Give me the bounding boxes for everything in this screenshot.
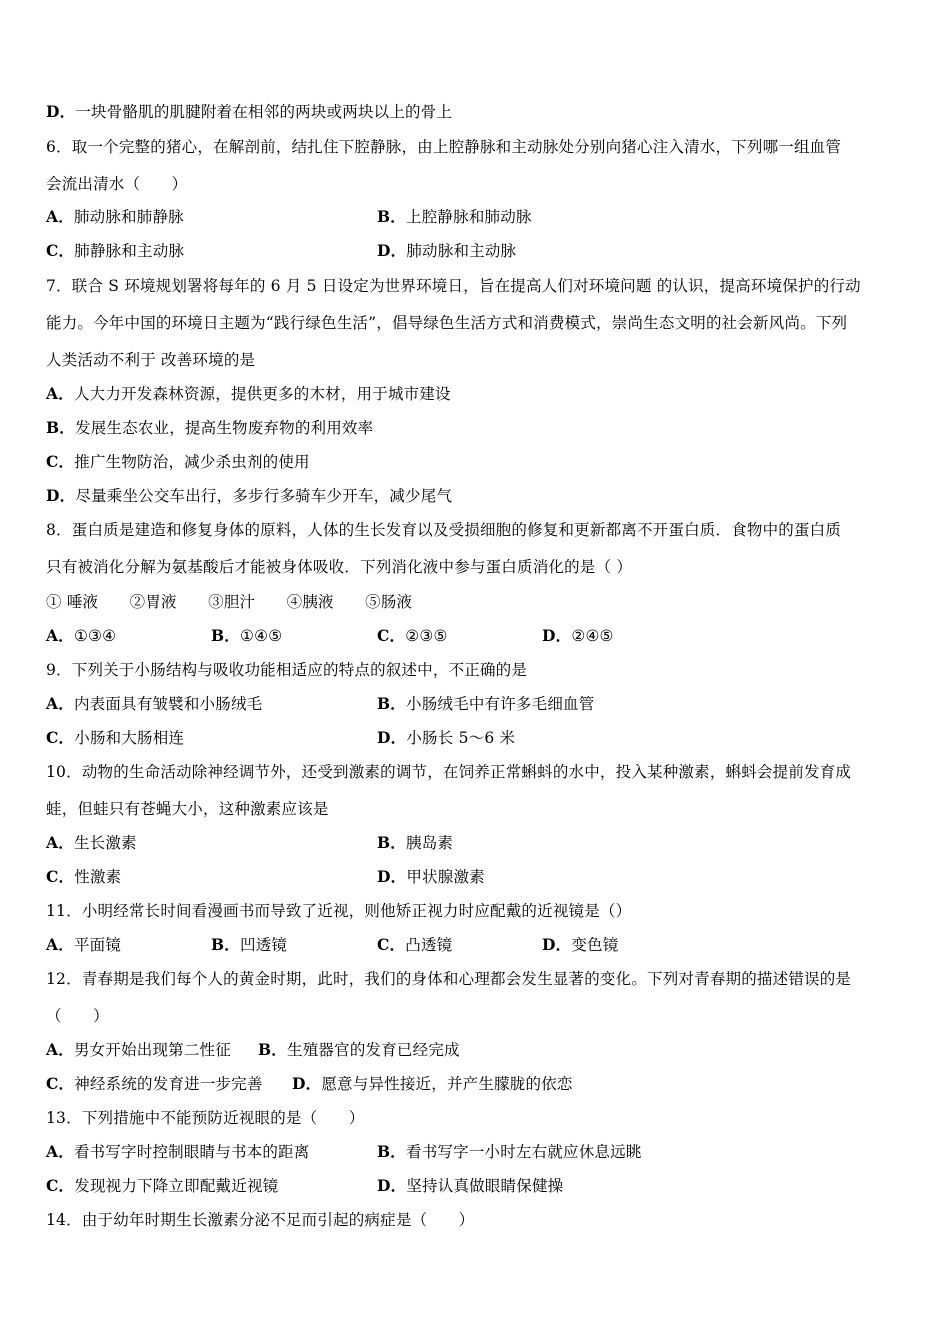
q7-option-c [46,452,310,472]
q7-option-b [46,418,373,438]
option-label: B． [211,626,241,645]
q6-stem-line-1: 6．取一个完整的猪心，在解剖前，结扎住下腔静脉，由上腔静脉和主动脉处分别向猪心注入清水，下列哪一组血管 [46,138,842,156]
q13-option-a [46,1142,309,1162]
option-text: ②④⑤ [571,627,614,645]
q12-stem-line-2: （ ） [46,1007,109,1025]
q7-option-a [46,384,451,404]
q12-option-c [46,1074,263,1094]
q8-option-a [46,626,116,646]
q7-stem-line-1: 7．联合 S 环境规划署将每年的 6 月 5 日设定为世界环境日，旨在提高人们对环境问题 的认识，提高环境保护的行动 [46,277,861,295]
option-text: 看书写字时控制眼睛与书本的距离 [73,1143,310,1161]
option-text: 平面镜 [73,936,122,954]
option-label: B． [46,418,76,437]
option-label: D． [377,241,407,260]
q10-option-a [46,833,137,853]
option-text: 看书写字一小时左右就应休息远眺 [406,1143,642,1161]
option-label: C． [377,935,406,954]
q9-option-b [377,694,594,714]
option-text: 生长激素 [73,834,137,852]
option-label: A． [46,207,74,226]
option-label: C． [46,728,75,747]
q9-option-c [46,728,184,748]
option-text: 凹透镜 [240,936,288,954]
q11-option-c [377,935,452,955]
option-text: 小肠绒毛中有许多毛细血管 [406,695,595,713]
q6-option-a [46,207,184,227]
option-text: 肺动脉和肺静脉 [73,208,184,226]
option-text: ②③⑤ [405,627,448,645]
q8-stem-line-1: 8．蛋白质是建造和修复身体的原料，人体的生长发育以及受损细胞的修复和更新都离不开蛋白质．食物中的蛋白质 [46,521,842,539]
option-label: B． [377,833,407,852]
q5-option-d [46,102,452,122]
q14-stem-line-1: 14．由于幼年时期生长激素分泌不足而引起的病症是（ ） [46,1211,475,1229]
option-label: A． [46,694,74,713]
option-text: 小肠长 5～6 米 [406,729,516,747]
q13-stem-line-1: 13．下列措施中不能预防近视眼的是（ ） [46,1109,365,1127]
option-label: D． [377,728,407,747]
q8-stem-line-2: 只有被消化分解为氨基酸后才能被身体吸收．下列消化液中参与蛋白质消化的是（ ） [46,558,633,576]
option-text: 上腔静脉和肺动脉 [406,208,532,226]
option-text: 变色镜 [571,936,619,954]
q9-stem-line-1: 9．下列关于小肠结构与吸收功能相适应的特点的叙述中，不正确的是 [46,661,528,679]
option-text: 神经系统的发育进一步完善 [74,1075,263,1093]
q6-stem-line-2: 会流出清水（ ） [46,175,188,193]
q6-option-d [377,241,516,261]
option-label: D． [377,867,407,886]
q8-option-b [211,626,282,646]
q13-option-c [46,1176,278,1196]
q10-option-b [377,833,453,853]
option-text: 胰岛素 [406,834,454,852]
option-label: B． [377,1142,407,1161]
q10-stem-line-1: 10．动物的生命活动除神经调节外，还受到激素的调节，在饲养正常蝌蚪的水中，投入某种激素，蝌蚪会提前发育成 [46,763,852,781]
q8-items: ① 唾液 ②胃液 ③胆汁 ④胰液 ⑤肠液 [46,593,413,611]
option-text: 发展生态农业，提高生物废弃物的利用效率 [75,419,374,437]
q12-option-b [258,1040,460,1060]
q9-option-a [46,694,262,714]
q12-option-a [46,1040,231,1060]
option-text: 一块骨骼肌的肌腱附着在相邻的两块或两块以上的骨上 [75,103,453,121]
q6-option-c [46,241,184,261]
option-label: D． [377,1176,407,1195]
q13-option-d [377,1176,563,1196]
option-label: C． [46,241,75,260]
q11-stem-line-1: 11．小明经常长时间看漫画书而导致了近视，则他矫正视力时应配戴的近视镜是（） [46,902,632,920]
option-text: 甲状腺激素 [406,868,485,886]
q12-stem-line-1: 12．青春期是我们每个人的黄金时期，此时，我们的身体和心理都会发生显著的变化。下列对青春期的描述错误的是 [46,970,852,988]
q8-option-c [377,626,448,646]
q11-option-d [542,935,618,955]
q9-option-d [377,728,515,748]
option-text: 发现视力下降立即配戴近视镜 [74,1177,279,1195]
option-text: 尽量乘坐公交车出行，多步行多骑车少开车，减少尾气 [75,487,453,505]
option-label: D． [46,486,76,505]
option-text: 生殖器官的发育已经完成 [287,1041,460,1059]
q10-option-d [377,867,485,887]
option-text: 肺静脉和主动脉 [74,242,185,260]
option-text: ①③④ [73,627,117,645]
option-label: A． [46,1142,74,1161]
option-text: 性激素 [74,868,122,886]
q13-option-b [377,1142,642,1162]
option-text: 愿意与异性接近，并产生朦胧的依恋 [321,1075,573,1093]
q7-stem-line-3: 人类活动不利于 改善环境的是 [46,351,256,369]
q11-option-b [211,935,287,955]
option-text: 肺动脉和主动脉 [406,242,517,260]
q10-option-c [46,867,121,887]
option-label: C． [377,626,406,645]
option-text: 男女开始出现第二性征 [73,1041,231,1059]
option-label: A． [46,935,74,954]
option-label: D． [292,1074,322,1093]
option-label: B． [377,694,407,713]
option-label: B． [258,1040,288,1059]
option-text: 人大力开发森林资源，提供更多的木材，用于城市建设 [73,385,451,403]
q7-stem-line-2: 能力。今年中国的环境日主题为“践行绿色生活”，倡导绿色生活方式和消费模式，崇尚生态文明的社会新风尚。下列 [46,314,848,332]
option-text: 内表面具有皱襞和小肠绒毛 [73,695,263,713]
option-label: C． [46,452,75,471]
option-text: 凸透镜 [405,936,453,954]
q10-stem-line-2: 蛙，但蛙只有苍蝇大小，这种激素应该是 [46,800,329,818]
option-label: A． [46,1040,74,1059]
option-label: C． [46,867,75,886]
option-label: B． [211,935,241,954]
q12-option-d [292,1074,573,1094]
option-label: D． [542,935,572,954]
q8-option-d [542,626,614,646]
option-label: D． [542,626,572,645]
option-text: 推广生物防治，减少杀虫剂的使用 [74,453,310,471]
option-label: A． [46,626,74,645]
option-text: 小肠和大肠相连 [74,729,185,747]
option-label: A． [46,833,74,852]
option-label: C． [46,1074,75,1093]
option-label: D． [46,102,76,121]
q11-option-a [46,935,121,955]
option-label: B． [377,207,407,226]
q6-option-b [377,207,532,227]
option-label: A． [46,384,74,403]
q7-option-d [46,486,452,506]
option-text: ①④⑤ [240,627,283,645]
option-label: C． [46,1176,75,1195]
option-text: 坚持认真做眼睛保健操 [406,1177,564,1195]
